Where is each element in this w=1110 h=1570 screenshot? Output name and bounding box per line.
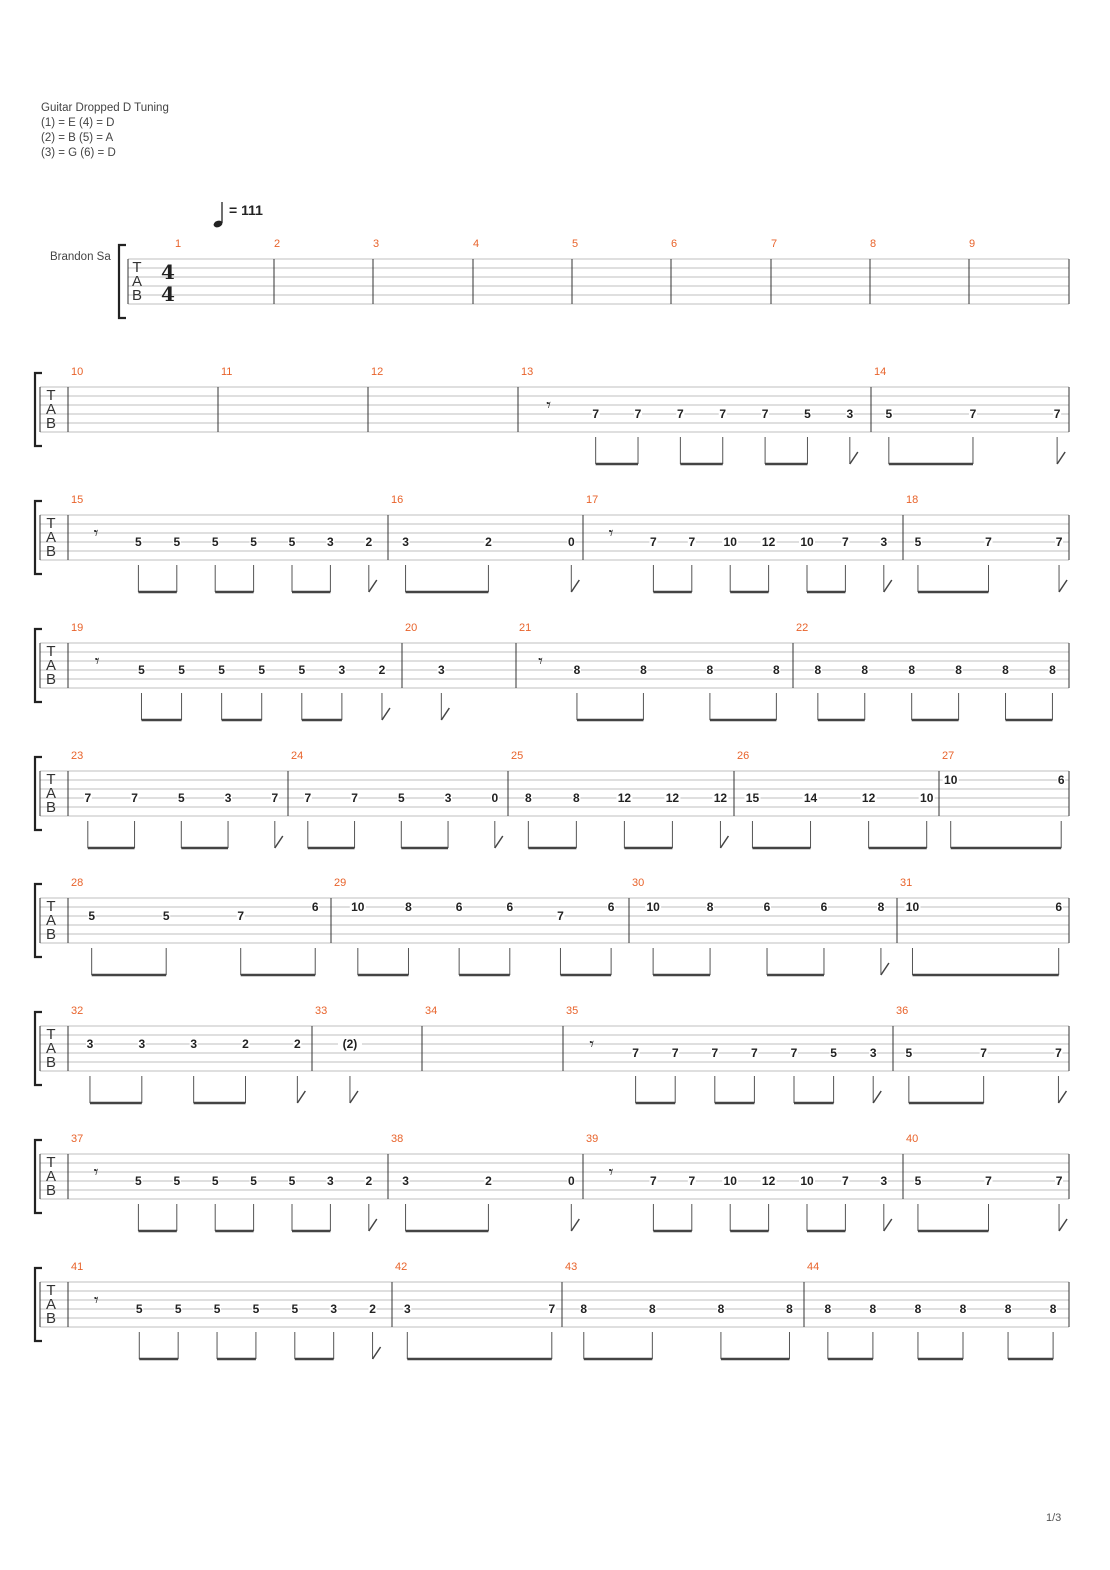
fret-number: 5 (914, 1174, 922, 1188)
eighth-rest: 𝄾 (93, 1290, 99, 1311)
fret-number: 0 (567, 535, 575, 549)
tab-clef-letter: A (45, 1296, 57, 1313)
fret-number: 12 (617, 791, 632, 805)
measure-number: 19 (71, 622, 84, 634)
fret-number: 8 (717, 1302, 725, 1316)
measure-number: 20 (405, 622, 418, 634)
fret-number: 5 (174, 1302, 182, 1316)
measure-number: 21 (519, 622, 532, 634)
tab-clef-letter: B (131, 287, 143, 304)
fret-number: 10 (800, 1174, 814, 1188)
fret-number: 7 (131, 791, 138, 805)
tab-clef-letter: A (131, 273, 143, 290)
tab-clef-letter: A (45, 785, 57, 802)
fret-number: 5 (88, 909, 96, 923)
fret-number: 7 (84, 791, 92, 805)
fret-number: 5 (258, 663, 266, 677)
measure-number: 34 (425, 1005, 438, 1017)
fret-number: 7 (1055, 1174, 1063, 1188)
time-signature-bottom: 4 (161, 282, 175, 306)
fret-number: 5 (178, 663, 185, 677)
fret-number: 10 (905, 900, 920, 914)
fret-number: 3 (338, 663, 346, 677)
fret-number: 3 (880, 535, 888, 549)
fret-number: 10 (944, 773, 958, 787)
fret-number: 8 (1002, 663, 1009, 677)
measure-number: 17 (586, 494, 599, 506)
fret-number: 3 (402, 535, 409, 549)
tab-clef-letter: T (132, 259, 142, 276)
fret-number: 7 (969, 407, 977, 421)
fret-number: 12 (861, 791, 876, 805)
fret-number: 5 (291, 1302, 299, 1316)
measure-number: 38 (391, 1133, 404, 1145)
measure-number: 2 (274, 238, 281, 250)
fret-number: 6 (1055, 900, 1063, 914)
fret-number: 5 (804, 407, 811, 421)
note-flag (1059, 580, 1067, 592)
system-bracket (35, 501, 42, 574)
fret-number: 3 (224, 791, 232, 805)
fret-number: 7 (677, 407, 684, 421)
measure-number: 15 (71, 494, 84, 506)
note-flag (850, 452, 858, 464)
fret-number: 8 (405, 900, 412, 914)
fret-number: 7 (688, 1174, 696, 1188)
fret-number: 8 (914, 1302, 922, 1316)
fret-number: 12 (665, 791, 680, 805)
tab-clef-letter: T (46, 898, 56, 915)
measure-number: 28 (71, 877, 84, 889)
note-flag (571, 1219, 579, 1231)
measure-number: 5 (572, 238, 579, 250)
note-flag (720, 836, 728, 848)
tab-clef-letter: T (46, 515, 56, 532)
fret-number: 5 (162, 909, 170, 923)
eighth-rest: 𝄾 (589, 1034, 595, 1055)
fret-number: 3 (86, 1037, 94, 1051)
fret-number: 7 (688, 535, 696, 549)
fret-number: 8 (1049, 663, 1056, 677)
page-number: 1/3 (1046, 1512, 1062, 1524)
measure-number: 36 (896, 1005, 909, 1017)
tab-clef-letter: B (45, 1054, 57, 1071)
tab-clef-letter: A (45, 1040, 57, 1057)
fret-number: 3 (846, 407, 854, 421)
fret-number: 8 (573, 791, 580, 805)
fret-number: 2 (485, 535, 492, 549)
measure-number: 11 (221, 366, 233, 378)
measure-number: 27 (942, 750, 955, 762)
fret-number: 8 (824, 1302, 832, 1316)
fret-number: 8 (786, 1302, 793, 1316)
tab-clef-letter: T (46, 643, 56, 660)
track-name: Brandon Sa (50, 251, 111, 263)
note-flag (884, 1219, 892, 1231)
eighth-rest: 𝄾 (608, 523, 614, 544)
fret-number: 7 (351, 791, 358, 805)
fret-number: 7 (980, 1046, 987, 1060)
fret-number: 10 (723, 535, 737, 549)
fret-number: 12 (761, 1174, 776, 1188)
measure-number: 18 (906, 494, 919, 506)
fret-number: 5 (252, 1302, 260, 1316)
fret-number: 7 (557, 909, 564, 923)
measure-number: 24 (291, 750, 304, 762)
fret-number: 7 (790, 1046, 798, 1060)
tab-clef-letter: B (45, 926, 57, 943)
fret-number: 5 (138, 663, 145, 677)
note-flag (1058, 1091, 1066, 1103)
measure-number: 23 (71, 750, 84, 762)
fret-number: 7 (671, 1046, 679, 1060)
fret-number: 8 (877, 900, 885, 914)
measure-number: 32 (71, 1005, 84, 1017)
fret-number: 5 (250, 1174, 257, 1188)
measure-number: 16 (391, 494, 404, 506)
fret-number: 3 (402, 1174, 409, 1188)
measure-number: 44 (807, 1261, 820, 1273)
fret-number: 7 (548, 1302, 556, 1316)
measure-number: 29 (334, 877, 347, 889)
note-flag (1059, 1219, 1067, 1231)
measure-number: 14 (874, 366, 887, 378)
fret-number: 15 (745, 791, 760, 805)
fret-number: 5 (135, 535, 142, 549)
fret-number: 5 (298, 663, 306, 677)
fret-number: 7 (304, 791, 312, 805)
fret-number: 7 (761, 407, 769, 421)
note-flag (369, 580, 377, 592)
measure-number: 8 (870, 238, 877, 250)
measure-number: 9 (969, 238, 976, 250)
fret-number: 7 (711, 1046, 719, 1060)
fret-number: 5 (830, 1046, 837, 1060)
fret-number: 5 (905, 1046, 913, 1060)
fret-number: 5 (885, 407, 893, 421)
fret-number: 8 (861, 663, 869, 677)
fret-number: 6 (820, 900, 828, 914)
fret-number: 6 (1057, 773, 1065, 787)
fret-number: 7 (842, 1174, 849, 1188)
measure-number: 26 (737, 750, 750, 762)
fret-number: 14 (803, 791, 818, 805)
fret-number: 6 (311, 900, 319, 914)
system-bracket (35, 1268, 42, 1341)
fret-number: 3 (138, 1037, 146, 1051)
measure-number: 12 (371, 366, 384, 378)
system-bracket (35, 757, 42, 830)
tab-clef-letter: B (45, 1310, 57, 1327)
note-flag (884, 580, 892, 592)
note-flag (275, 836, 283, 848)
fret-number: 8 (955, 663, 962, 677)
fret-number: 6 (506, 900, 514, 914)
note-flag (382, 708, 390, 720)
fret-number: 0 (491, 791, 499, 805)
measure-number: 33 (315, 1005, 328, 1017)
note-flag (369, 1219, 377, 1231)
fret-number: 8 (1049, 1302, 1057, 1316)
fret-number: 6 (455, 900, 463, 914)
system-bracket (35, 884, 42, 957)
fret-number: 12 (761, 535, 776, 549)
fret-number: 7 (719, 407, 727, 421)
note-flag (1057, 452, 1065, 464)
fret-number: 0 (567, 1174, 575, 1188)
measure-number: 3 (373, 238, 380, 250)
tab-clef-letter: T (46, 1026, 56, 1043)
fret-number: 10 (351, 900, 365, 914)
fret-number: 5 (914, 535, 922, 549)
fret-number: 2 (242, 1037, 249, 1051)
measure-number: 43 (565, 1261, 578, 1273)
time-signature-top: 4 (161, 260, 175, 284)
fret-number: 10 (723, 1174, 737, 1188)
tuning-line: (3) = G (6) = D (41, 147, 116, 159)
fret-number: 12 (713, 791, 728, 805)
tab-clef-letter: T (46, 771, 56, 788)
fret-number: 5 (218, 663, 225, 677)
fret-number: 7 (650, 1174, 657, 1188)
measure-number: 31 (900, 877, 913, 889)
measure-number: 10 (71, 366, 84, 378)
fret-number: 5 (177, 791, 185, 805)
tuning-title: Guitar Dropped D Tuning (41, 102, 169, 114)
fret-number: 8 (814, 663, 822, 677)
fret-number: 2 (365, 535, 373, 549)
fret-number: 3 (437, 663, 445, 677)
fret-number: 3 (403, 1302, 411, 1316)
fret-number: 3 (330, 1302, 338, 1316)
fret-number: 7 (842, 535, 849, 549)
measure-number: 6 (671, 238, 678, 250)
fret-number: 3 (327, 1174, 334, 1188)
measure-number: 42 (395, 1261, 408, 1273)
measure-number: 25 (511, 750, 524, 762)
fret-number: 7 (634, 407, 642, 421)
fret-number: 2 (378, 663, 386, 677)
tab-clef-letter: A (45, 1168, 57, 1185)
fret-number: 7 (1055, 535, 1063, 549)
measure-number: 37 (71, 1133, 84, 1145)
note-flag (495, 836, 503, 848)
fret-number: 5 (211, 1174, 219, 1188)
fret-number: 3 (444, 791, 452, 805)
fret-number: 8 (706, 900, 714, 914)
eighth-rest: 𝄾 (93, 523, 99, 544)
system-bracket (35, 1012, 42, 1085)
fret-number: 8 (773, 663, 780, 677)
measure-number: 35 (566, 1005, 579, 1017)
fret-number: 8 (580, 1302, 588, 1316)
tab-clef-letter: A (45, 912, 57, 929)
fret-number: 6 (607, 900, 615, 914)
system-bracket (119, 245, 126, 318)
measure-number: 39 (586, 1133, 599, 1145)
tab-clef-letter: A (45, 401, 57, 418)
fret-number: 8 (869, 1302, 877, 1316)
fret-number: 5 (288, 535, 296, 549)
fret-number: 8 (573, 663, 581, 677)
fret-number: 3 (190, 1037, 198, 1051)
fret-number: 5 (288, 1174, 296, 1188)
tab-clef-letter: B (45, 799, 57, 816)
fret-number: 8 (1004, 1302, 1012, 1316)
measure-number: 1 (175, 238, 182, 250)
tab-clef-letter: B (45, 1182, 57, 1199)
fret-number: 5 (250, 535, 257, 549)
fret-number: 5 (173, 535, 181, 549)
eighth-rest: 𝄾 (608, 1162, 614, 1183)
fret-number: 5 (135, 1302, 143, 1316)
fret-number: 2 (485, 1174, 492, 1188)
tuning-line: (1) = E (4) = D (41, 117, 115, 129)
fret-number: (2) (342, 1037, 358, 1051)
tab-clef-letter: T (46, 1282, 56, 1299)
eighth-rest: 𝄾 (546, 395, 552, 416)
measure-number: 13 (521, 366, 534, 378)
fret-number: 5 (213, 1302, 221, 1316)
tab-clef-letter: B (45, 415, 57, 432)
measure-number: 41 (71, 1261, 84, 1273)
fret-number: 8 (959, 1302, 967, 1316)
fret-number: 10 (920, 791, 934, 805)
fret-number: 2 (365, 1174, 373, 1188)
fret-number: 8 (524, 791, 532, 805)
fret-number: 8 (908, 663, 916, 677)
system-bracket (35, 373, 42, 446)
fret-number: 8 (640, 663, 647, 677)
fret-number: 7 (751, 1046, 758, 1060)
tab-clef-letter: T (46, 1154, 56, 1171)
fret-number: 6 (763, 900, 771, 914)
note-flag (373, 1347, 381, 1359)
fret-number: 2 (294, 1037, 301, 1051)
fret-number: 5 (135, 1174, 142, 1188)
measure-number: 4 (473, 238, 480, 250)
eighth-rest: 𝄾 (93, 1162, 99, 1183)
fret-number: 3 (880, 1174, 888, 1188)
tuning-line: (2) = B (5) = A (41, 132, 114, 144)
measure-number: 7 (771, 238, 778, 250)
fret-number: 5 (173, 1174, 181, 1188)
measure-number: 22 (796, 622, 809, 634)
fret-number: 7 (1053, 407, 1061, 421)
fret-number: 5 (211, 535, 219, 549)
measure-number: 40 (906, 1133, 919, 1145)
tab-clef-letter: T (46, 387, 56, 404)
note-flag (881, 963, 889, 975)
fret-number: 3 (869, 1046, 877, 1060)
fret-number: 7 (237, 909, 245, 923)
fret-number: 7 (271, 791, 279, 805)
tab-clef-letter: A (45, 657, 57, 674)
fret-number: 7 (985, 535, 992, 549)
fret-number: 2 (369, 1302, 376, 1316)
fret-number: 8 (706, 663, 714, 677)
fret-number: 7 (650, 535, 657, 549)
note-flag (441, 708, 449, 720)
fret-number: 7 (985, 1174, 992, 1188)
note-flag (571, 580, 579, 592)
fret-number: 10 (646, 900, 660, 914)
fret-number: 7 (1055, 1046, 1062, 1060)
tab-clef-letter: A (45, 529, 57, 546)
tab-clef-letter: B (45, 671, 57, 688)
fret-number: 5 (397, 791, 405, 805)
system-bracket (35, 629, 42, 702)
tab-clef-letter: B (45, 543, 57, 560)
measure-number: 30 (632, 877, 645, 889)
tempo-marking: = 111 (229, 202, 263, 218)
fret-number: 10 (800, 535, 814, 549)
note-flag (297, 1091, 305, 1103)
eighth-rest: 𝄾 (94, 651, 100, 672)
note-flag (873, 1091, 881, 1103)
note-flag (350, 1091, 358, 1103)
fret-number: 3 (327, 535, 334, 549)
system-bracket (35, 1140, 42, 1213)
fret-number: 7 (632, 1046, 639, 1060)
eighth-rest: 𝄾 (538, 651, 543, 672)
fret-number: 8 (649, 1302, 656, 1316)
fret-number: 7 (592, 407, 600, 421)
